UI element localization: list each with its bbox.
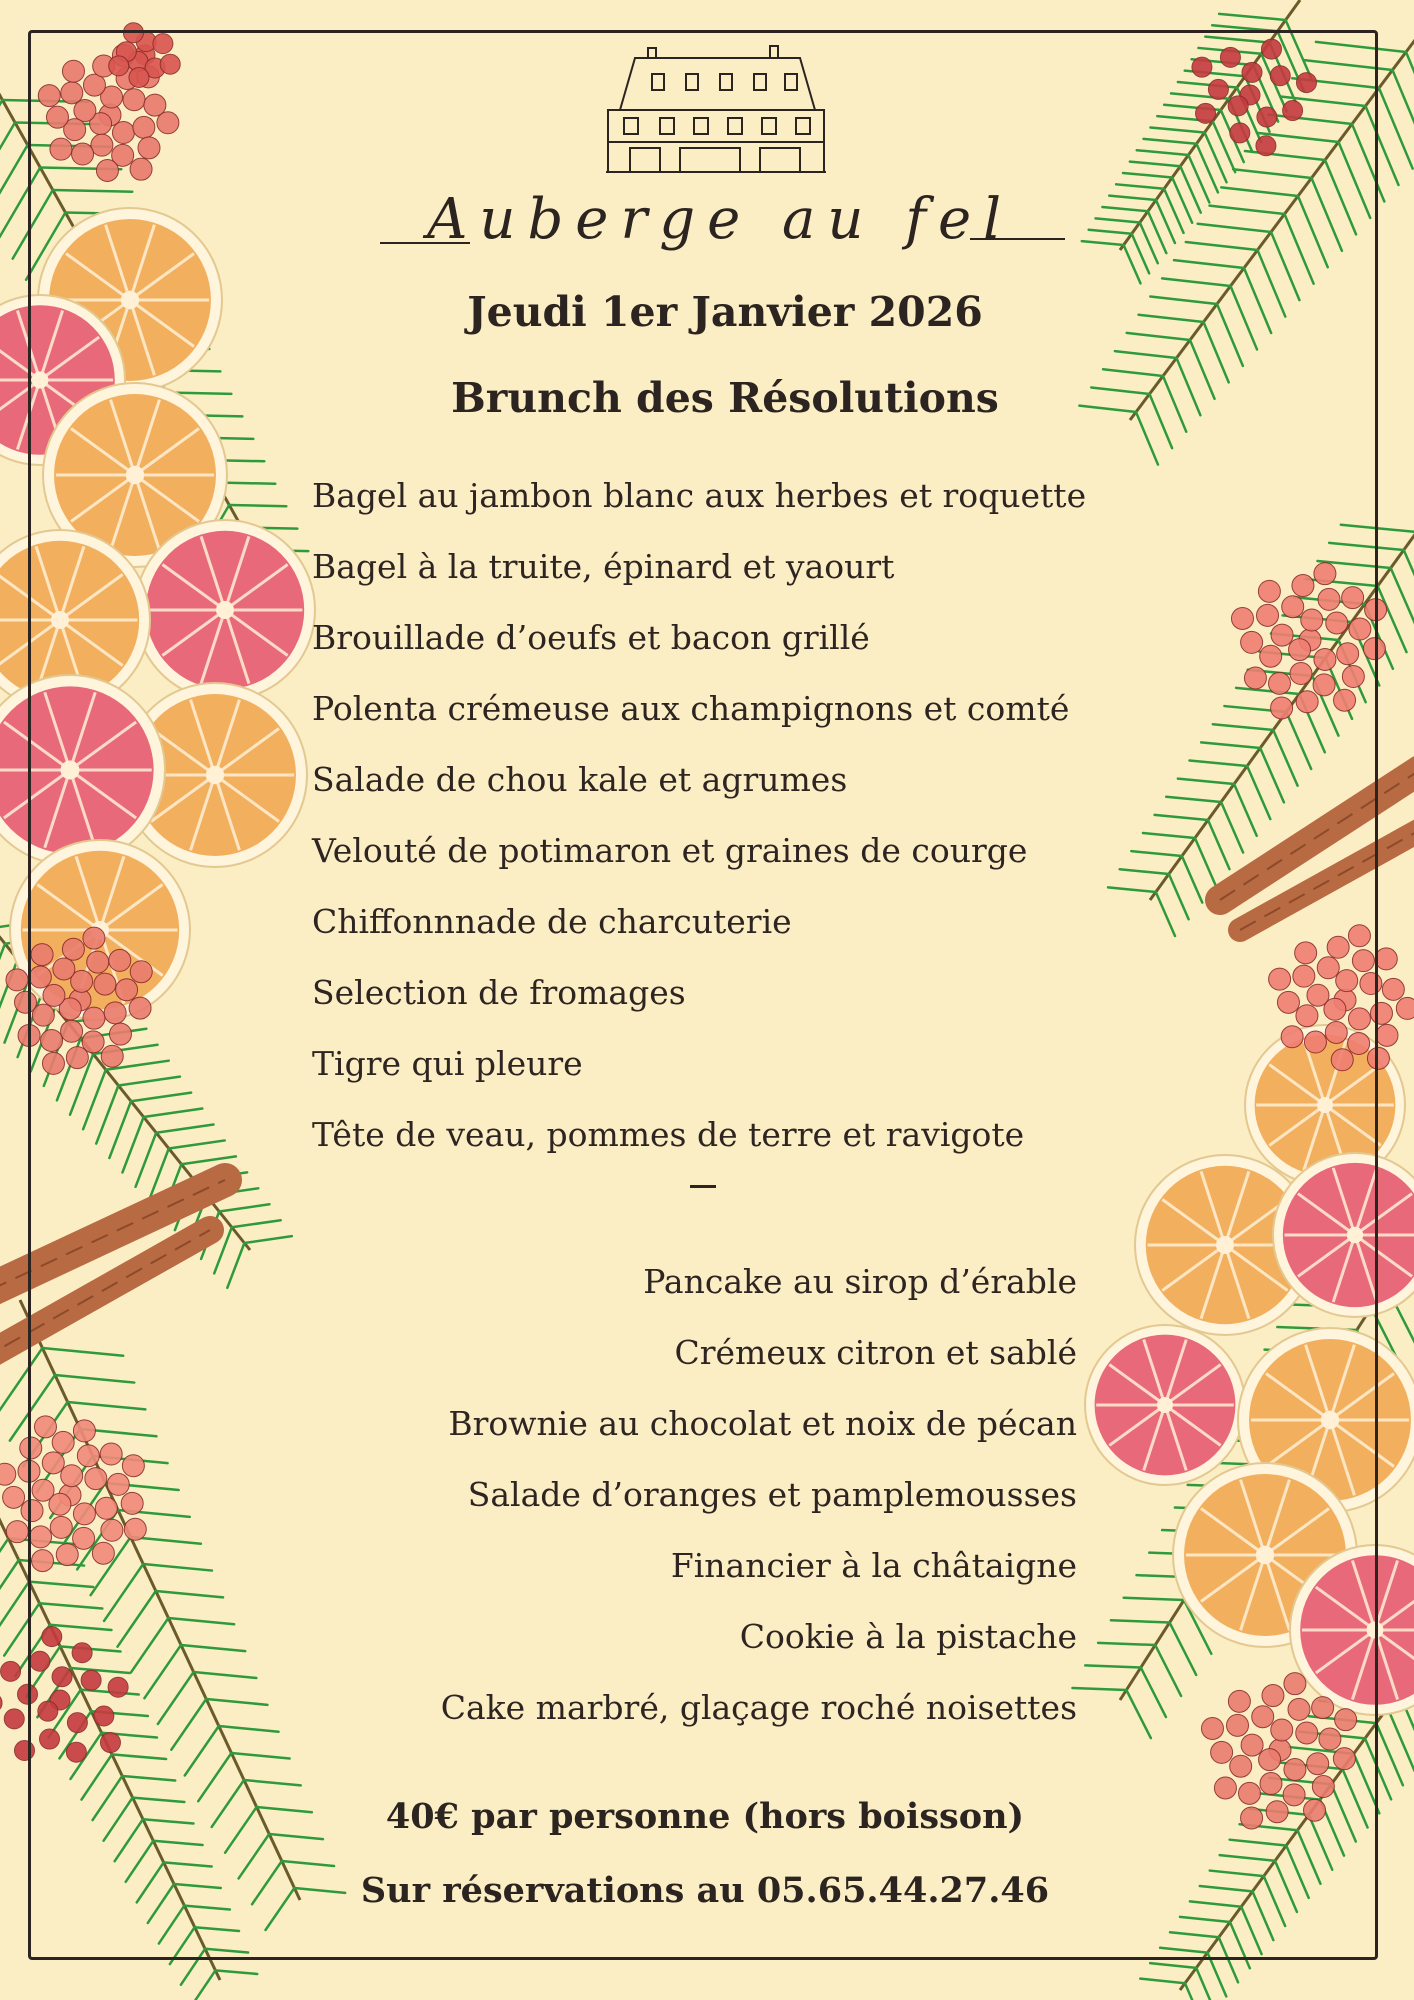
- event-date: Jeudi 1er Janvier 2026: [467, 288, 983, 336]
- section-separator: [690, 1185, 716, 1188]
- savory-item: Tête de veau, pommes de terre et ravigote: [312, 1115, 1025, 1154]
- savory-item: Chiffonnnade de charcuterie: [312, 902, 792, 941]
- savory-item: Bagel au jambon blanc aux herbes et roquette: [312, 476, 1087, 515]
- restaurant-name: Auberge au fel: [426, 187, 1014, 252]
- savory-item: Brouillade d’oeufs et bacon grillé: [312, 618, 870, 657]
- sweet-item: Pancake au sirop d’érable: [643, 1262, 1077, 1301]
- savory-item: Velouté de potimaron et graines de courge: [312, 831, 1028, 870]
- sweet-item: Brownie au chocolat et noix de pécan: [448, 1404, 1077, 1443]
- savory-item: Polenta crémeuse aux champignons et comté: [312, 689, 1070, 728]
- sweet-item: Crémeux citron et sablé: [674, 1333, 1077, 1372]
- savory-item: Salade de chou kale et agrumes: [312, 760, 848, 799]
- savory-item: Tigre qui pleure: [312, 1044, 583, 1083]
- price-info: 40€ par personne (hors boisson): [385, 1796, 1025, 1837]
- sweet-item: Financier à la châtaigne: [670, 1546, 1077, 1585]
- sweet-item: Cake marbré, glaçage roché noisettes: [440, 1688, 1077, 1727]
- event-title: Brunch des Résolutions: [451, 374, 999, 422]
- sweet-item: Cookie à la pistache: [739, 1617, 1077, 1656]
- signature-stroke-right: [970, 238, 1065, 240]
- savory-item: Selection de fromages: [312, 973, 686, 1012]
- auberge-building-logo: [590, 40, 840, 190]
- restaurant-signature: [370, 180, 1070, 270]
- sweet-item: Salade d’oranges et pamplemousses: [467, 1475, 1077, 1514]
- savory-item: Bagel à la truite, épinard et yaourt: [312, 547, 895, 586]
- reservation-phone: Sur réservations au 05.65.44.27.46: [360, 1870, 1050, 1911]
